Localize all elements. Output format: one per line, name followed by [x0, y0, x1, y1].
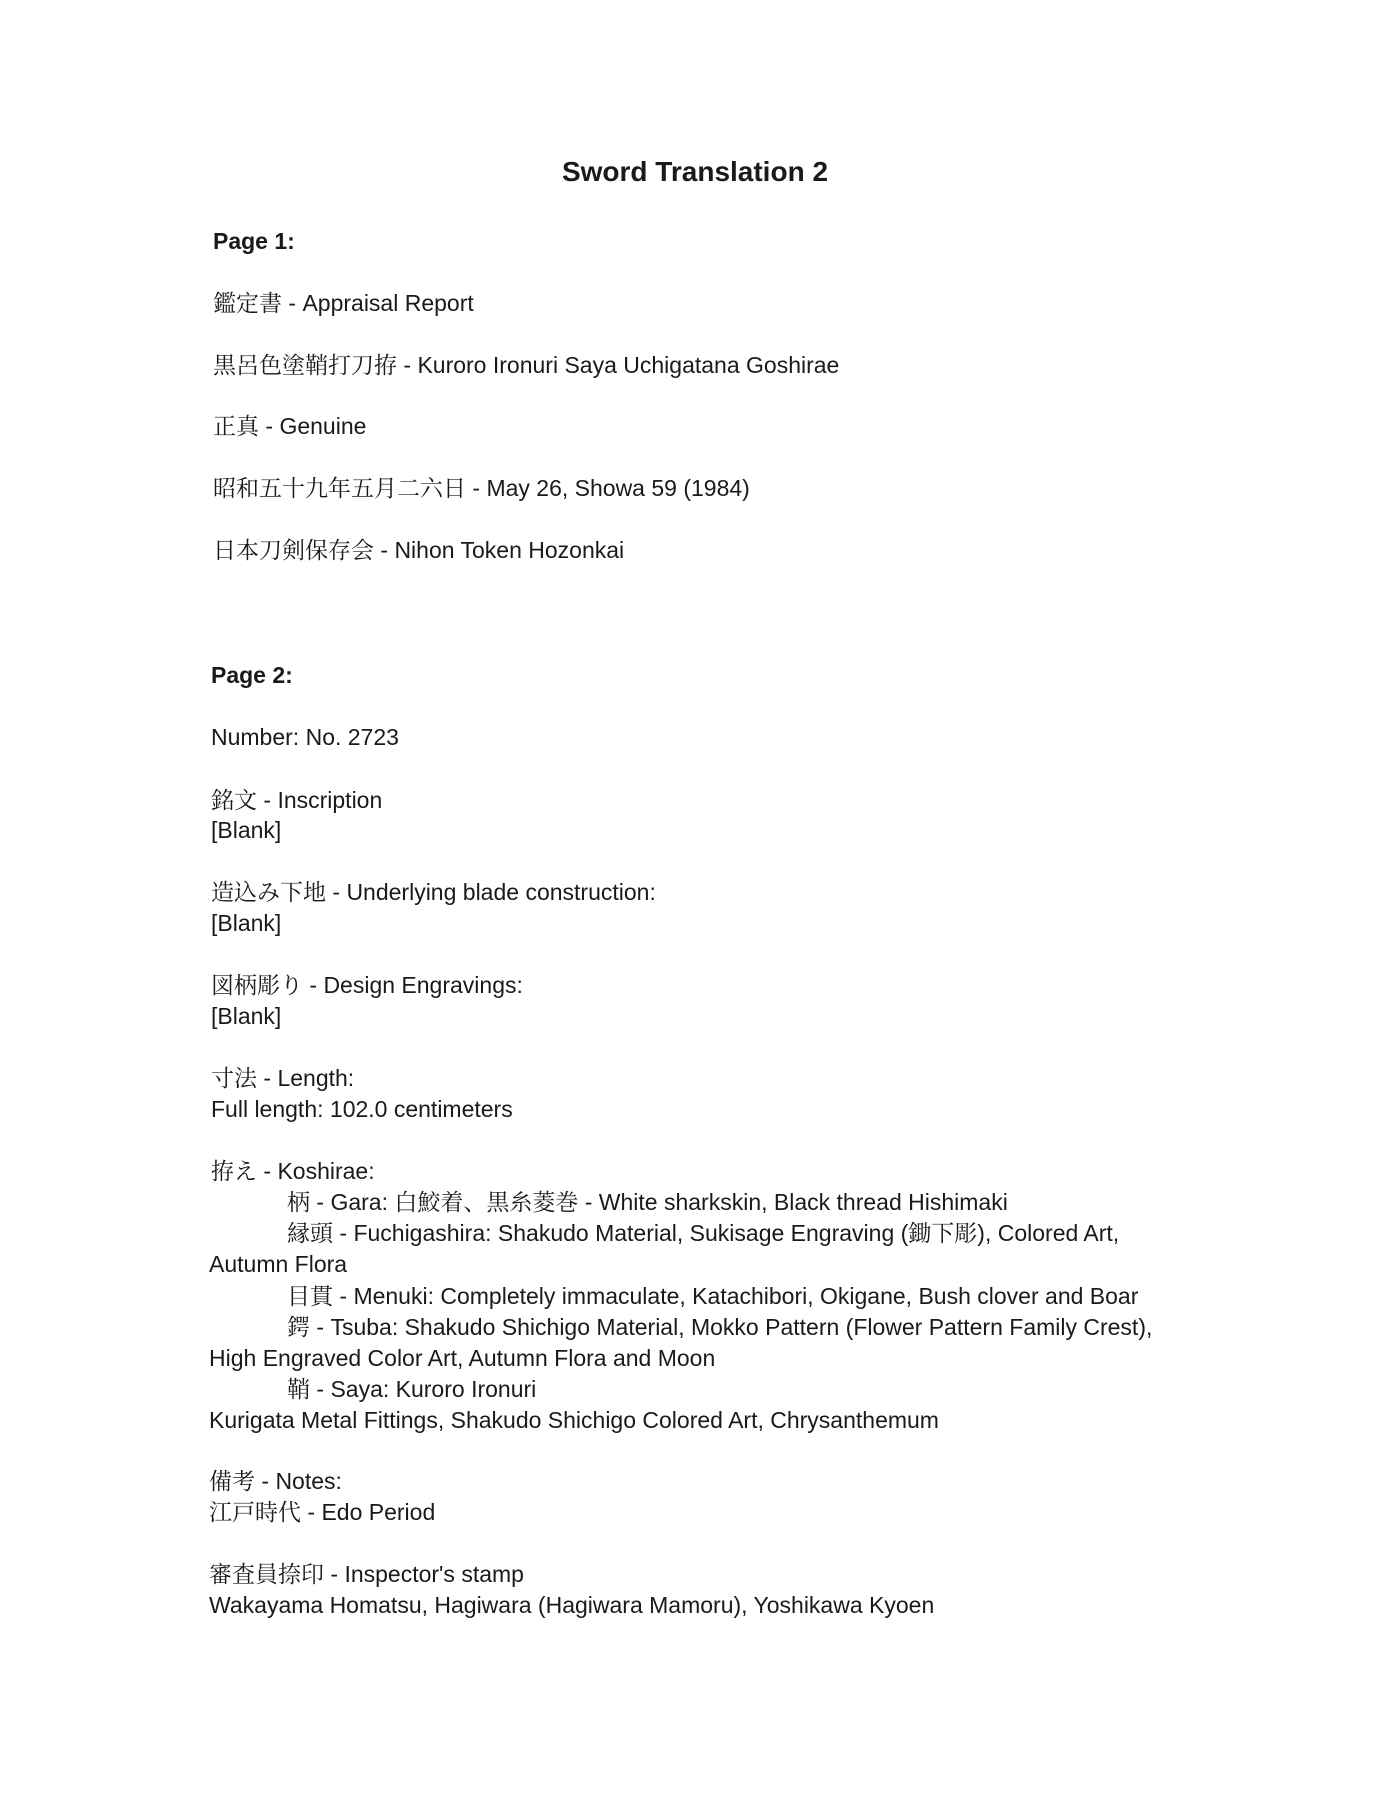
koshirae-saya: 鞘 - Saya: Kuroro Ironuri	[287, 1376, 537, 1402]
page1-line: 黒呂色塗鞘打刀拵 - Kuroro Ironuri Saya Uchigatana Goshirae	[213, 352, 840, 378]
document-title: Sword Translation 2	[561, 156, 829, 187]
notes-value: 江戸時代 - Edo Period	[209, 1499, 436, 1525]
koshirae-gara: 柄 - Gara: 白鮫着、黒糸菱巻 - White sharkskin, Black thread Hishimaki	[287, 1189, 1008, 1215]
koshirae-saya-cont: Kurigata Metal Fittings, Shakudo Shichigo Colored Art, Chrysanthemum	[209, 1407, 939, 1433]
engravings-value: [Blank]	[211, 1003, 282, 1029]
length-value: Full length: 102.0 centimeters	[211, 1096, 513, 1122]
page1-line: 鑑定書 - Appraisal Report	[213, 290, 474, 316]
engravings-label: 図柄彫り - Design Engravings:	[211, 972, 523, 998]
length-label: 寸法 - Length:	[211, 1065, 355, 1091]
page1-line: 日本刀剣保存会 - Nihon Token Hozonkai	[213, 537, 625, 563]
page1-heading: Page 1:	[213, 228, 295, 254]
number-line: Number: No. 2723	[211, 724, 399, 750]
koshirae-fuchigashira: 縁頭 - Fuchigashira: Shakudo Material, Sukisage Engraving (鋤下彫), Colored Art,	[287, 1220, 1120, 1246]
stamp-value: Wakayama Homatsu, Hagiwara (Hagiwara Mamoru), Yoshikawa Kyoen	[209, 1592, 935, 1618]
page1-line: 正真 - Genuine	[213, 413, 367, 439]
koshirae-menuki: 目貫 - Menuki: Completely immaculate, Katachibori, Okigane, Bush clover and Boar	[287, 1283, 1139, 1309]
construction-value: [Blank]	[211, 910, 282, 936]
construction-label: 造込み下地 - Underlying blade construction:	[211, 879, 656, 905]
koshirae-tsuba: 鍔 - Tsuba: Shakudo Shichigo Material, Mokko Pattern (Flower Pattern Family Crest),	[287, 1314, 1153, 1340]
page2-heading: Page 2:	[211, 662, 293, 688]
notes-label: 備考 - Notes:	[209, 1468, 342, 1494]
stamp-label: 審査員捺印 - Inspector's stamp	[209, 1561, 524, 1587]
page1-line: 昭和五十九年五月二六日 - May 26, Showa 59 (1984)	[213, 475, 750, 501]
koshirae-fuchigashira-cont: Autumn Flora	[209, 1251, 348, 1277]
inscription-value: [Blank]	[211, 817, 282, 843]
inscription-label: 銘文 - Inscription	[211, 787, 383, 813]
koshirae-label: 拵え - Koshirae:	[211, 1158, 375, 1184]
koshirae-tsuba-cont: High Engraved Color Art, Autumn Flora and Moon	[209, 1345, 716, 1371]
